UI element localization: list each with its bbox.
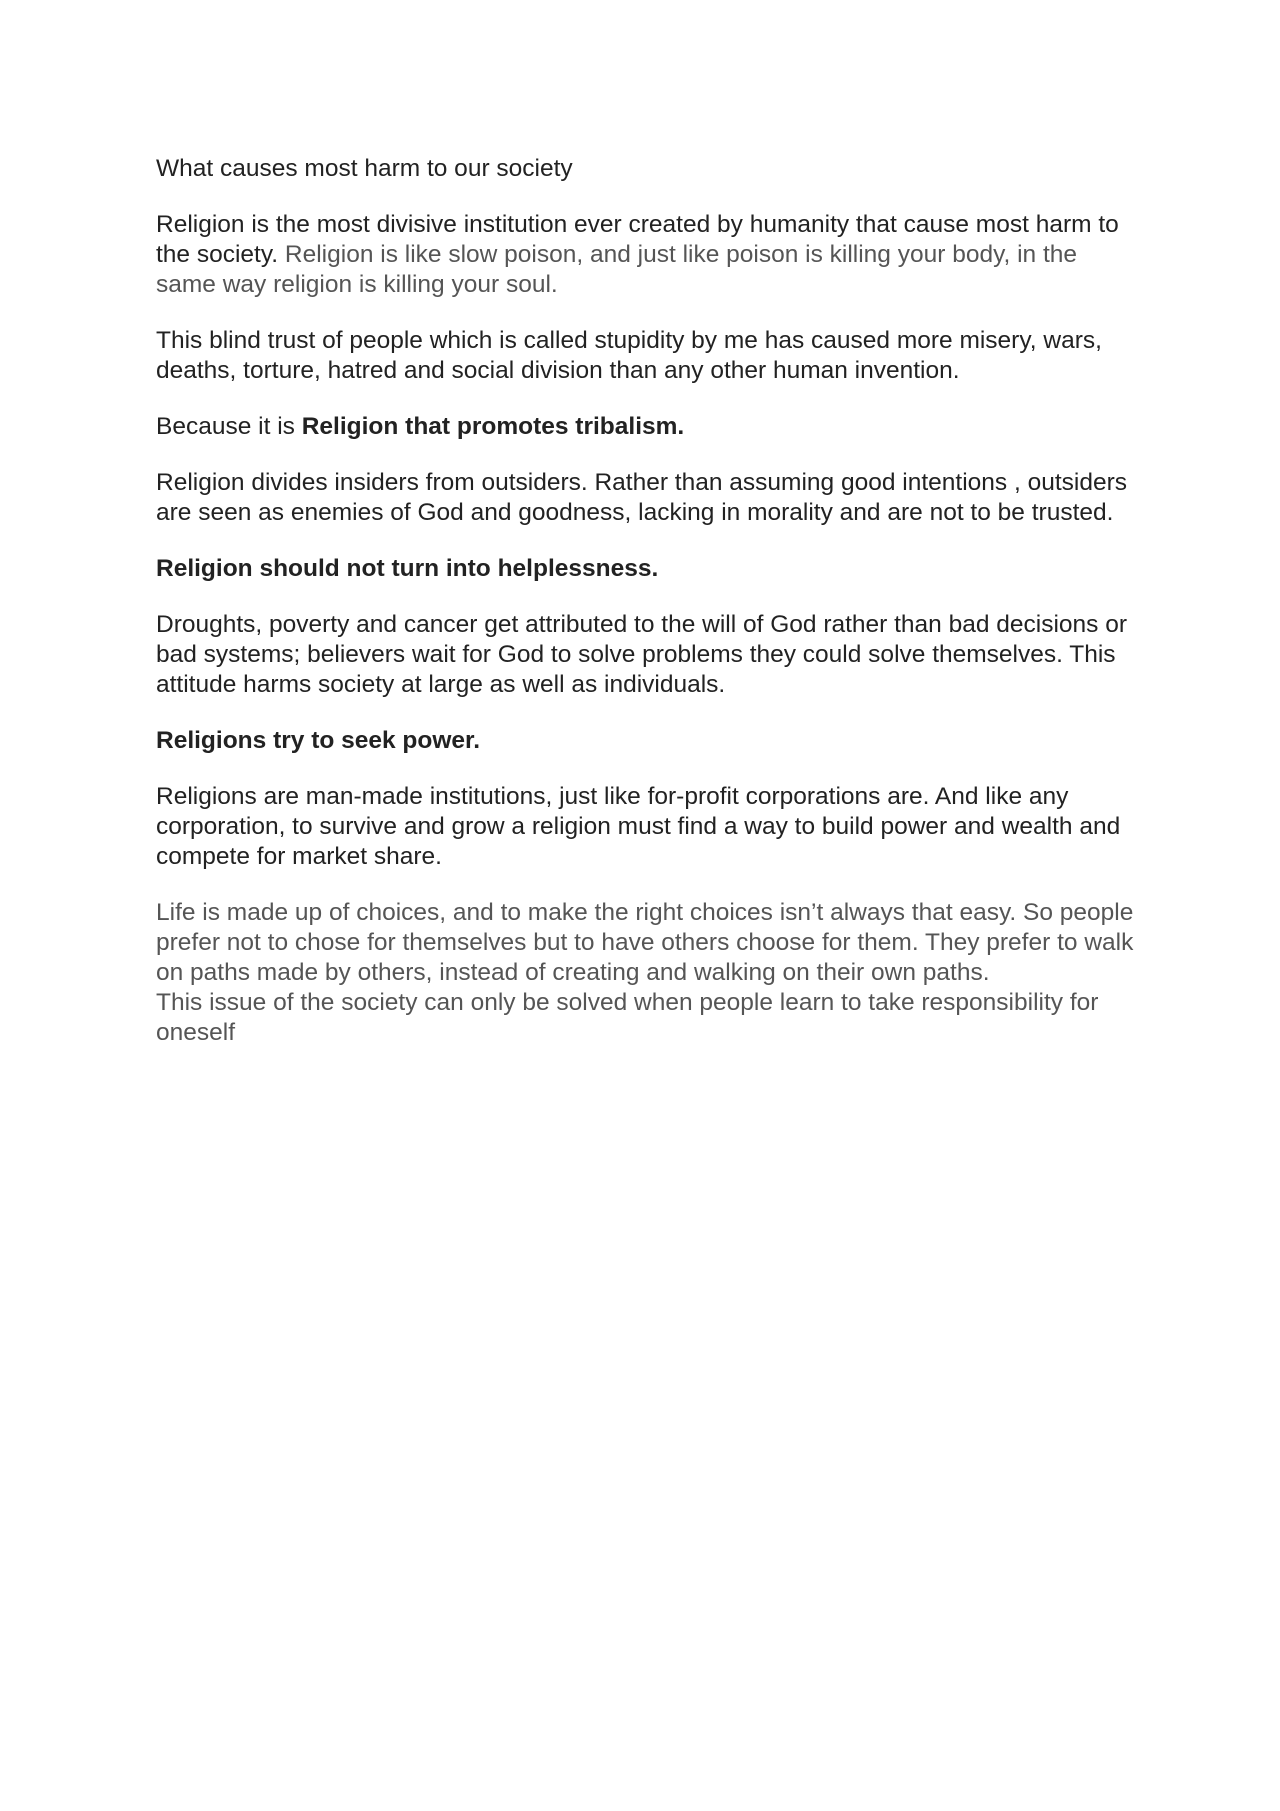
document-title: What causes most harm to our society	[156, 155, 573, 182]
paragraph-slow-poison-text: Religion is like slow poison, and just like poison is killing your body, in the same way religion is killing your soul.	[156, 241, 1078, 298]
paragraph-droughts: Droughts, poverty and cancer get attributed to the will of God rather than bad decisions or bad systems; believers wait for God to solve problems they could solve themselves. This attitude harms society at large as well as individuals.	[156, 611, 1128, 698]
paragraph-tribalism	[156, 412, 1136, 442]
paragraph-responsibility: This issue of the society can only be solved when people learn to take responsibility for oneself	[156, 989, 1099, 1046]
paragraph-blind-trust: This blind trust of people which is called stupidity by me has caused more misery, wars, deaths, torture, hatred and social division than any other human invention.	[156, 327, 1102, 384]
paragraph-choices: Life is made up of choices, and to make the right choices isn’t always that easy. So people prefer not to chose for themselves but to have others choose for them. They prefer to walk on paths made by others, instead of creating and walking on their own paths.	[156, 899, 1134, 986]
paragraph-man-made-institutions: Religions are man-made institutions, just like for-profit corporations are. And like any corporation, to survive and grow a religion must find a way to build power and wealth and compete for market share.	[156, 783, 1121, 870]
paragraph-religion-divisive-text: Religion is the most divisive institution ever created by humanity that cause most harm to the society.	[156, 211, 1119, 268]
heading-helplessness: Religion should not turn into helplessness.	[156, 555, 659, 582]
paragraph-insiders-outsiders: Religion divides insiders from outsiders. Rather than assuming good intentions , outsiders are seen as enemies of God and goodness, lacking in morality and are not to be trusted.	[156, 469, 1127, 526]
paragraph-religion-divisive	[156, 210, 1136, 300]
paragraph-tribalism-prefix: Because it is	[156, 413, 295, 440]
heading-seek-power: Religions try to seek power.	[156, 727, 481, 754]
paragraph-tribalism-bold: Religion that promotes tribalism.	[301, 413, 685, 440]
document-body	[156, 154, 1136, 1048]
